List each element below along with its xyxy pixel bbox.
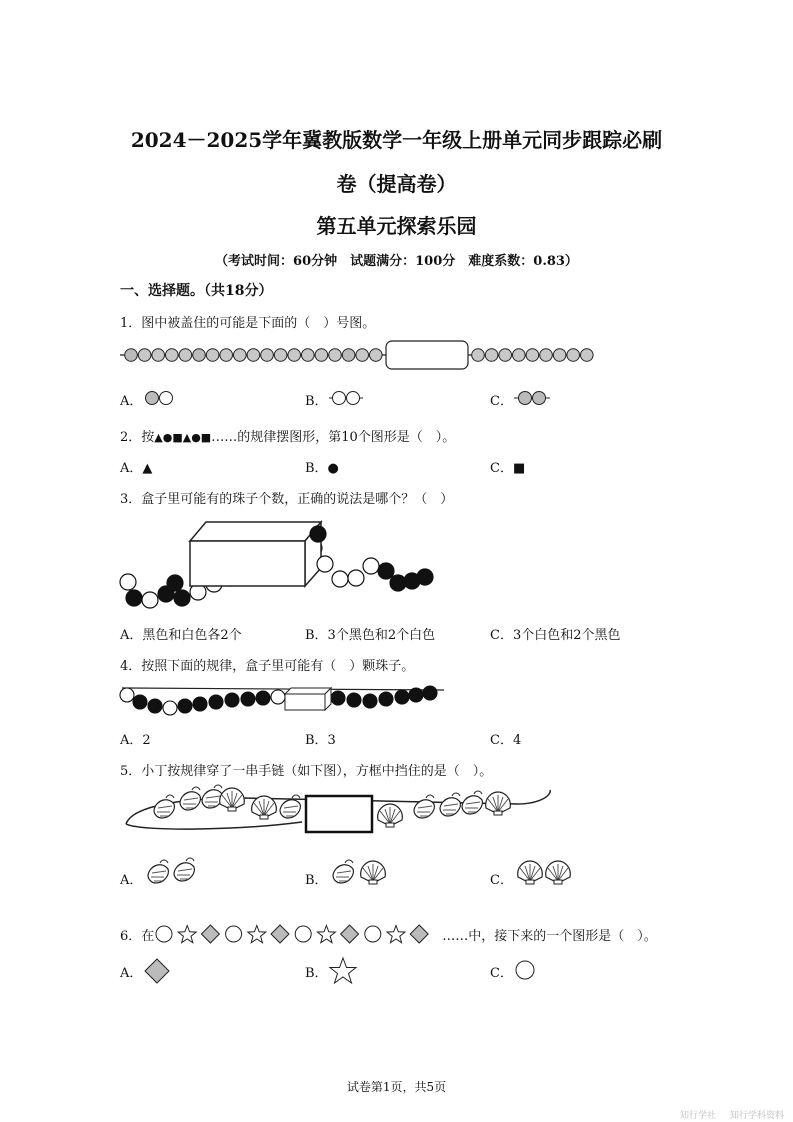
bead: [513, 349, 526, 362]
bead: [423, 686, 437, 700]
scallop-shell-icon: [486, 792, 511, 815]
question-3-option-c[interactable]: C．3个白色和2个黑色: [490, 628, 621, 643]
bead: [329, 349, 342, 362]
watermark-right: 知行学科资料: [730, 1111, 785, 1121]
bead: [138, 349, 151, 362]
conch-and-scallop-icon: [329, 857, 393, 887]
bead: [288, 349, 301, 362]
bead: [174, 590, 190, 606]
exam-info: （考试时间：60分钟 试题满分：100分 难度系数：0.83）: [215, 254, 578, 269]
bead: [120, 574, 136, 590]
scallop-shell-icon: [252, 796, 277, 819]
watermark-left: 知行学社: [680, 1111, 717, 1121]
conch-shell-icon: [154, 795, 174, 818]
bead: [125, 349, 138, 362]
bead: [540, 349, 553, 362]
bead: [126, 590, 142, 606]
circle-icon: [156, 926, 172, 942]
bead: [317, 556, 333, 572]
document-title-line2: 卷（提高卷）: [336, 172, 457, 196]
bead: [178, 699, 192, 713]
question-3-option-a[interactable]: A．黑色和白色各2个: [120, 628, 242, 643]
star-icon: [387, 926, 405, 943]
bead: [567, 349, 580, 362]
bead: [331, 691, 345, 705]
question-2-option-b[interactable]: B．●: [305, 461, 339, 476]
bead: [261, 349, 274, 362]
question-6-stem: 6．在 ……中，接下来的一个图形是（ ）。: [120, 920, 657, 944]
question-2-stem: 2．按▲●■▲●■……的规律摆图形，第10个图形是（ ）。: [120, 430, 456, 445]
scallop-shell-icon: [220, 788, 245, 811]
question-6-option-a[interactable]: A．: [120, 962, 142, 981]
bead: [390, 575, 406, 591]
question-1-option-a[interactable]: A．: [120, 390, 142, 409]
circle-icon: [295, 926, 311, 942]
diamond-icon: [341, 925, 359, 943]
bead: [356, 349, 369, 362]
question-4-option-a[interactable]: A．2: [120, 733, 151, 748]
bead: [247, 349, 260, 362]
bead: [193, 349, 206, 362]
bead: [163, 701, 177, 715]
bead: [148, 699, 162, 713]
question-5-bracelet: [122, 784, 552, 842]
page-footer: 试卷第1页，共5页: [346, 1080, 447, 1094]
conch-shell-icon: [440, 793, 460, 816]
scallop-shell-icon: [378, 804, 403, 827]
bead: [379, 692, 393, 706]
bead: [409, 688, 423, 702]
bead: [167, 575, 183, 591]
bead: [220, 349, 233, 362]
bead: [142, 592, 158, 608]
bead: [378, 563, 394, 579]
bead: [315, 349, 328, 362]
two-conch-shells-icon: [144, 857, 208, 887]
circle-icon: [514, 959, 536, 981]
question-6-option-c[interactable]: C．: [490, 962, 513, 981]
diamond-icon: [144, 958, 170, 984]
bead: [499, 349, 512, 362]
bead: [241, 692, 255, 706]
star-icon: [318, 926, 336, 943]
bead: [363, 694, 377, 708]
diamond-icon: [202, 925, 220, 943]
circle-icon: [226, 926, 242, 942]
circle-icon: [365, 926, 381, 942]
bead: [166, 349, 179, 362]
question-5-option-c[interactable]: C．: [490, 869, 513, 888]
question-6-option-b[interactable]: B．: [305, 962, 328, 981]
section-heading: 一、选择题。（共18分）: [120, 283, 273, 299]
question-1-stem: 1．图中被盖住的可能是下面的（ ）号图。: [120, 316, 376, 331]
star-icon: [329, 957, 357, 985]
question-5-stem: 5．小丁按规律穿了一串手链（如下图），方框中挡住的是（ ）。: [120, 764, 493, 779]
shape-pattern-icons: [154, 924, 436, 944]
bead: [193, 697, 207, 711]
bead: [271, 690, 285, 704]
question-4-option-c[interactable]: C．4: [490, 733, 522, 748]
cover-box: [386, 341, 468, 369]
diamond-icon: [271, 925, 289, 943]
unit-title: 第五单元探索乐园: [316, 214, 477, 238]
question-3-stem: 3．盒子里可能有的珠子个数，正确的说法是哪个？（ ）: [120, 492, 454, 507]
star-icon: [248, 926, 266, 943]
scallop-shell-icon: [361, 861, 386, 884]
question-3-option-b[interactable]: B．3个黑色和2个白色: [305, 628, 436, 643]
conch-shell-icon: [333, 860, 353, 883]
question-3-box-beads: [118, 516, 448, 612]
question-1-option-b[interactable]: B．: [305, 390, 328, 409]
document-title-line1: 2024－2025学年冀教版数学一年级上册单元同步跟踪必刷: [130, 128, 663, 152]
diamond-icon: [410, 925, 428, 943]
bead: [395, 690, 409, 704]
bead: [234, 349, 247, 362]
question-4-bead-string: [120, 682, 446, 718]
scallop-shell-icon: [546, 861, 571, 884]
scallop-shell-icon: [518, 861, 543, 884]
bead: [225, 693, 239, 707]
bead: [348, 570, 364, 586]
conch-shell-icon: [462, 791, 482, 814]
shape-sequence: ▲●■▲●■: [154, 431, 212, 444]
bead: [179, 349, 192, 362]
bead: [553, 349, 566, 362]
conch-shell-icon: [180, 787, 200, 810]
option-c-beads-icon: [514, 389, 550, 407]
bead: [133, 695, 147, 709]
bead: [302, 349, 315, 362]
question-5-option-a[interactable]: A．: [120, 869, 142, 888]
bead: [206, 349, 219, 362]
option-a-beads-icon: [144, 389, 178, 407]
bead: [332, 571, 348, 587]
bead: [581, 349, 594, 362]
conch-shell-icon: [414, 795, 434, 818]
question-2-option-c[interactable]: C．■: [490, 461, 526, 476]
star-icon: [178, 926, 196, 943]
question-4-stem: 4．按照下面的规律，盒子里可能有（ ）颗珠子。: [120, 659, 415, 674]
bead: [347, 693, 361, 707]
bead: [363, 558, 379, 574]
bead: [342, 349, 355, 362]
question-5-option-b[interactable]: B．: [305, 869, 328, 888]
question-4-option-b[interactable]: B．3: [305, 733, 336, 748]
bead: [120, 688, 134, 702]
bead: [370, 349, 383, 362]
two-scallop-shells-icon: [514, 857, 578, 887]
bead: [209, 695, 223, 709]
bead: [485, 349, 498, 362]
bead: [472, 349, 485, 362]
bead: [256, 691, 270, 705]
option-b-beads-icon: [329, 389, 363, 407]
conch-shell-icon: [174, 858, 194, 881]
conch-shell-icon: [202, 785, 222, 808]
question-1-option-c[interactable]: C．: [490, 390, 513, 409]
bead: [417, 569, 433, 585]
question-2-option-a[interactable]: A．▲: [120, 461, 153, 476]
bead: [152, 349, 165, 362]
conch-shell-icon: [148, 860, 168, 883]
question-1-bead-string: [118, 338, 588, 372]
bead: [274, 349, 287, 362]
bead: [526, 349, 539, 362]
bead: [310, 526, 326, 542]
